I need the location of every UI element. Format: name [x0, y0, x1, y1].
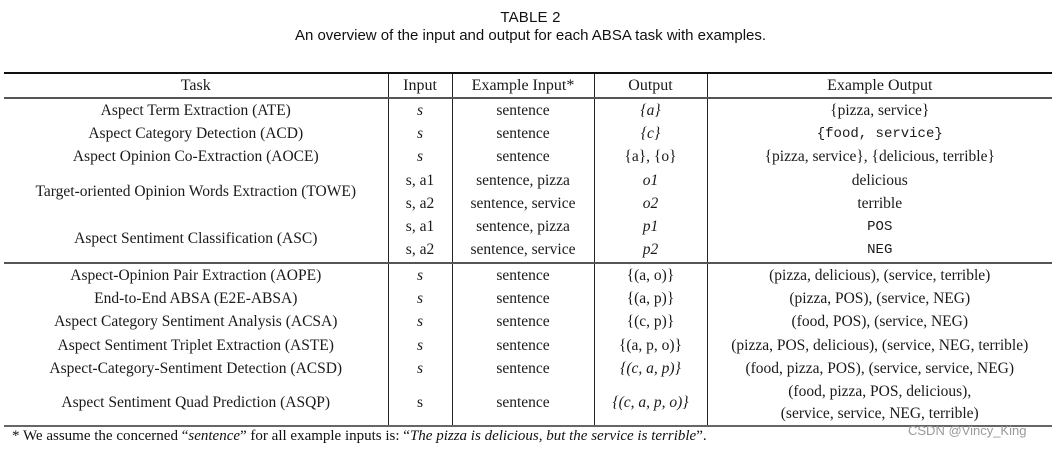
- input-cell: s: [388, 381, 452, 426]
- table-subtitle: An overview of the input and output for each ABSA task with examples.: [294, 27, 767, 44]
- example-output-cell: {pizza, service}: [707, 98, 1052, 122]
- output-cell: {(a, o)}: [594, 263, 707, 287]
- example-output-cell: (pizza, POS), (service, NEG): [707, 287, 1052, 310]
- example-input-cell: sentence: [452, 311, 594, 334]
- output-cell: p1: [594, 215, 707, 238]
- input-cell: s: [388, 334, 452, 357]
- input-cell: s, a2: [388, 239, 452, 263]
- header-task: Task: [180, 76, 211, 94]
- example-output-cell: POS: [707, 215, 1052, 238]
- example-input-cell: sentence, pizza: [452, 169, 594, 192]
- task-cell: Aspect Sentiment Triplet Extraction (ASTE): [57, 336, 334, 354]
- example-input-cell: sentence, service: [452, 192, 594, 215]
- footnote-quote: The pizza is delicious, but the service is terrible: [409, 428, 697, 444]
- example-output-cell: NEG: [707, 239, 1052, 263]
- output-cell: {c}: [594, 122, 707, 145]
- example-input-cell: sentence: [452, 146, 594, 169]
- footnote-prefix: * We assume the concerned “: [12, 428, 189, 444]
- task-cell: Aspect Term Extraction (ATE): [100, 101, 291, 119]
- example-output-cell: (food, POS), (service, NEG): [707, 311, 1052, 334]
- output-cell: {a}: [594, 98, 707, 122]
- example-input-cell: sentence: [452, 287, 594, 310]
- input-cell: s, a1: [388, 215, 452, 238]
- output-cell: {a}, {o}: [594, 146, 707, 169]
- example-output-cell: terrible: [707, 192, 1052, 215]
- example-input-cell: sentence: [452, 263, 594, 287]
- example-input-cell: sentence: [452, 122, 594, 145]
- example-output-line-1: (food, pizza, POS, delicious),: [788, 382, 972, 400]
- input-cell: s: [388, 122, 452, 145]
- footnote-term: sentence: [188, 428, 241, 444]
- example-input-cell: sentence: [452, 357, 594, 380]
- table-row: [4, 263, 1052, 287]
- input-cell: s: [388, 263, 452, 287]
- output-cell: {(a, p, o)}: [594, 334, 707, 357]
- footnote-suffix: ”.: [696, 428, 707, 444]
- header-output: Output: [594, 73, 707, 98]
- table-row: [4, 122, 1052, 145]
- output-cell: {(c, a, p, o)}: [594, 381, 707, 426]
- output-cell: {(c, a, p)}: [594, 357, 707, 380]
- example-input-cell: sentence: [452, 381, 594, 426]
- table-row: [4, 381, 1052, 426]
- table-row: [4, 98, 1052, 122]
- header-row: [4, 73, 1052, 98]
- example-input-cell: sentence: [452, 98, 594, 122]
- input-cell: s: [388, 98, 452, 122]
- input-cell: s, a2: [388, 192, 452, 215]
- task-cell: Target-oriented Opinion Words Extraction (TOWE): [35, 183, 356, 201]
- task-cell: Aspect-Opinion Pair Extraction (AOPE): [4, 263, 388, 287]
- task-cell: Aspect Sentiment Classification (ASC): [74, 229, 318, 247]
- input-cell: s: [388, 311, 452, 334]
- task-cell: Aspect Category Sentiment Analysis (ACSA): [54, 313, 338, 331]
- input-cell: s: [388, 146, 452, 169]
- task-cell: End-to-End ABSA (E2E-ABSA): [94, 290, 298, 308]
- table-row: [4, 357, 1052, 380]
- header-example-output: Example Output: [707, 73, 1052, 98]
- task-cell: Aspect Sentiment Quad Prediction (ASQP): [4, 381, 388, 426]
- task-cell: Aspect Opinion Co-Extraction (AOCE): [72, 148, 319, 166]
- example-input-cell: sentence, pizza: [452, 215, 594, 238]
- footnote-middle: ” for all example inputs is: “: [240, 428, 410, 444]
- header-input: Input: [388, 73, 452, 98]
- example-output-cell: (food, pizza, POS), (service, service, NEG): [707, 357, 1052, 380]
- input-cell: s: [388, 287, 452, 310]
- table-row: [4, 311, 1052, 334]
- table-row: [4, 215, 1052, 238]
- output-cell: o2: [594, 192, 707, 215]
- example-output-line-2: (service, service, NEG, terrible): [780, 404, 979, 422]
- table-row: [4, 146, 1052, 169]
- example-output-cell: [707, 381, 1052, 426]
- output-cell: {(a, p)}: [594, 287, 707, 310]
- example-input-cell: sentence: [452, 334, 594, 357]
- example-output-cell: {food, service}: [707, 122, 1052, 145]
- table-row: [4, 169, 1052, 192]
- output-cell: {(c, p)}: [594, 311, 707, 334]
- task-cell: Aspect-Category-Sentiment Detection (ACSD): [49, 359, 343, 377]
- header-example-input: Example Input*: [452, 73, 594, 98]
- example-output-cell: delicious: [707, 169, 1052, 192]
- table-row: [4, 287, 1052, 310]
- example-output-cell: (pizza, delicious), (service, terrible): [707, 263, 1052, 287]
- example-output-cell: (pizza, POS, delicious), (service, NEG, terrible): [707, 334, 1052, 357]
- output-cell: p2: [594, 239, 707, 263]
- input-cell: s: [388, 357, 452, 380]
- table-row: [4, 334, 1052, 357]
- absa-task-table: [4, 72, 1052, 427]
- table-footnote: [12, 428, 707, 445]
- table-title: TABLE 2: [500, 9, 561, 26]
- example-output-cell: {pizza, service}, {delicious, terrible}: [707, 146, 1052, 169]
- task-cell: Aspect Category Detection (ACD): [88, 124, 304, 142]
- watermark: CSDN @Vincy_King: [908, 423, 1027, 438]
- example-input-cell: sentence, service: [452, 239, 594, 263]
- input-cell: s, a1: [388, 169, 452, 192]
- output-cell: o1: [594, 169, 707, 192]
